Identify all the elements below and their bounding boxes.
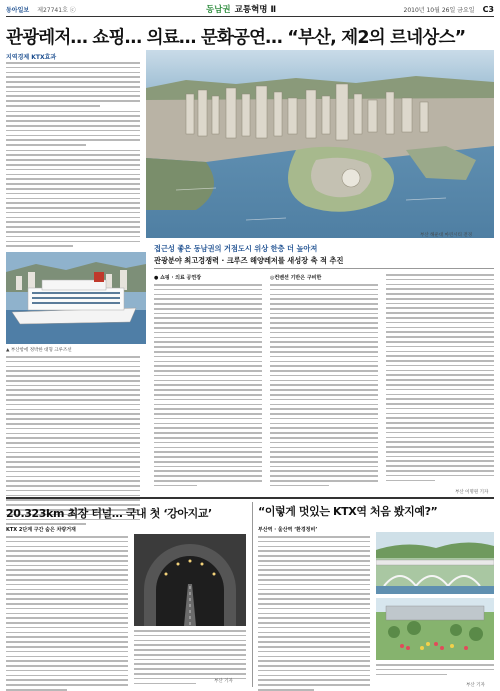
- section-name: 교통혁명 Ⅱ: [234, 5, 277, 15]
- section-region: 동남권: [206, 5, 231, 15]
- haeundae-aerial-photo: [146, 50, 494, 238]
- tunnel-article-author: 부산 기자: [214, 679, 233, 684]
- article-kicker: 지역경제 KTX효과: [6, 54, 57, 61]
- subsection-heading-convention: ◎컨벤션 기반은 구비한: [270, 275, 322, 281]
- cruise-ship-photo: [6, 252, 146, 344]
- ktx-article-author: 부산 기자: [466, 683, 485, 688]
- arch-bridge-photo: [376, 532, 494, 594]
- lead-article-text: [6, 62, 140, 250]
- masthead-left: [6, 5, 76, 14]
- divider: [154, 268, 494, 269]
- ktx-article-text-col1: [258, 536, 370, 691]
- newspaper-name[interactable]: 동아일보: [6, 7, 30, 14]
- issue-number: 제27741호 ⓒ: [37, 7, 76, 14]
- lower-left-column-text: [6, 356, 140, 528]
- tunnel-article-text-col1: [6, 536, 128, 691]
- column-divider: [252, 502, 253, 687]
- tunnel-article-subhead: KTX 2단계 구간 숨은 차량거재: [6, 527, 76, 533]
- mid-section-heading-2[interactable]: 관광분야 최고경쟁력 · 크루즈 해양레저를 새성장 축 적 추진: [154, 256, 344, 265]
- article-author: 부산 이명원 기자: [455, 490, 489, 495]
- main-headline[interactable]: 관광레저… 쇼핑… 의료… 문화공연… “부산, 제2의 르네상스”: [6, 28, 466, 48]
- ktx-article-text-col2: [376, 664, 494, 678]
- subsection-heading-shopping: ● 쇼핑 · 의료 공연장: [154, 275, 202, 281]
- section-divider: [6, 497, 494, 499]
- publication-date: 2010년 10월 26일 금요일: [403, 7, 475, 14]
- section-title: [206, 3, 276, 15]
- page-number: C3: [482, 5, 494, 14]
- masthead-right: [404, 5, 494, 14]
- mid-column-3-text: [386, 274, 494, 484]
- cruise-photo-caption: ▲ 부산항에 정박한 대형 크루즈선: [6, 348, 72, 353]
- station-garden-photo: [376, 598, 494, 660]
- mid-column-2-text: [270, 284, 378, 490]
- tunnel-article-headline[interactable]: 20.323km 최장 터널… 국내 첫 ‘강아지교’: [6, 507, 212, 520]
- masthead: [6, 3, 494, 17]
- ktx-station-article-subhead: 부산역 · 울산역 ‘환경정비’: [258, 527, 318, 533]
- main-photo-caption: 부산 해운대 마린시티 전경: [420, 233, 473, 238]
- tunnel-photo: [134, 534, 246, 626]
- ktx-station-article-headline[interactable]: “이렇게 멋있는 KTX역 처음 봤지예?”: [258, 505, 438, 518]
- mid-section-heading-1[interactable]: 접근성 좋은 동남권의 거점도시 위상 한층 더 높아져: [154, 244, 318, 253]
- mid-column-1-text: [154, 284, 262, 490]
